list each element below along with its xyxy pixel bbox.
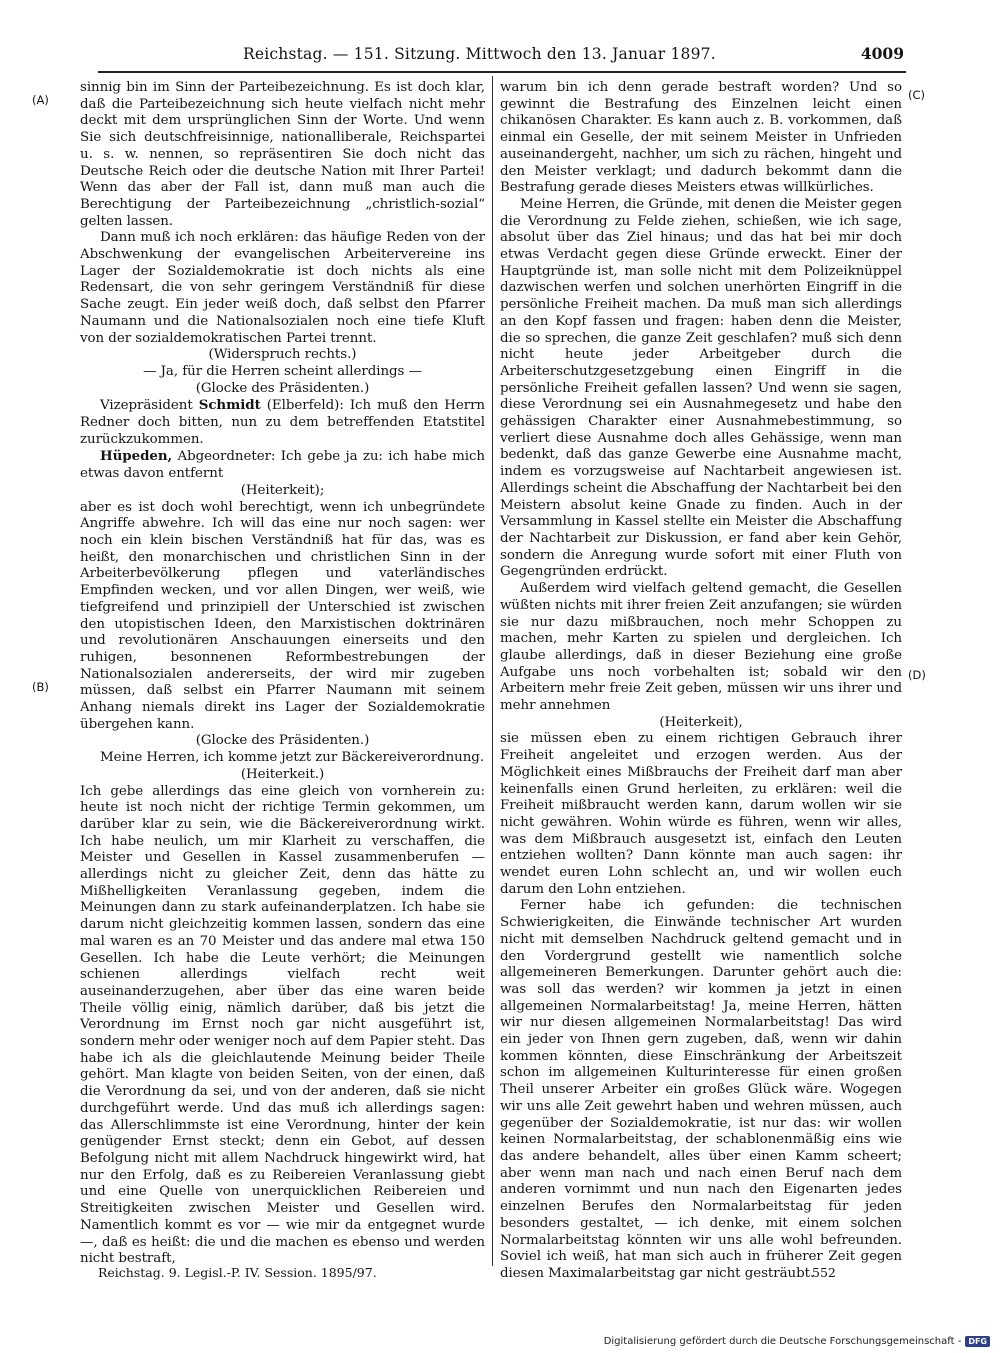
digitization-text: Digitalisierung gefördert durch die Deutsche Forschungsgemeinschaft - [603,1336,962,1347]
paragraph: sie müssen eben zu einem richtigen Gebrauch ihrer Freiheit angeleitet und erzogen werden. Aus der Möglichkeit eines Mißbrauchs der Freiheit darf man aber keinenfalls einen Grund herleiten, zu erklären: weil die Freiheit mißbraucht werden kann, darum wollen wir sie nicht gewähren. Wohin würde es führen, wenn wir alles, was dem Mißbrauch ausgesetzt ist, einfach den Leuten entziehen wollten? Dann könnte man auch sagen: ihr wendet euren Lohn schlecht an, und wir wollen euch darum den Lohn entziehen. [500,731,902,897]
left-column [80,80,485,1268]
paragraph: Dann muß ich noch erklären: das häufige Reden von der Abschwenkung der evangelischen Arbeitervereine ins Lager der Sozialdemokratie ist doch nichts als eine Redensart, die von sehr geringem Verständniß für diese Sache zeugt. Ein jeder weiß doch, daß selbst den Pfarrer Naumann und die Nationalsozialen noch eine tiefe Kluft von der sozialdemokratischen Partei trennt. [80,230,485,346]
speaker-role: Vizepräsident [100,398,193,414]
page-number: 4009 [860,44,904,63]
paragraph: sinnig bin im Sinn der Parteibezeichnung. Es ist doch klar, daß die Parteibezeichnung sich heute vielfach nicht mehr deckt mit dem ursprünglichen Sinn der Worte. Und wenn Sie sich deutschfreisinnige, nationalliberale, Reichspartei u. s. w. nennen, so repräsentiren Sie doch nicht das Deutsche Reich oder die deutsche Nation mit Ihrer Partei! Wenn das aber der Fall ist, dann muß man auch die Berechtigung der Parteibezeichnung „christlich-sozial“ gelten lassen. [80,80,485,229]
paragraph: Außerdem wird vielfach geltend gemacht, die Gesellen wüßten nichts mit ihrer freien Zeit anzufangen; sie würden sie nur dazu mißbrauchen, noch mehr Schoppen zu machen, mehr Karten zu spielen und dergleichen. Ich glaube allerdings, daß in dieser Beziehung eine große Aufgabe uns noch vorbehalten ist; sobald wir den Arbeitern mehr freie Zeit geben, müssen wir uns ihrer und mehr annehmen [500,581,902,714]
paragraph: Meine Herren, ich komme jetzt zur Bäckereiverordnung. [100,750,485,766]
speaker-paragraph [80,448,485,482]
column-divider [492,76,493,1266]
dfg-logo-icon: DFG [965,1336,990,1347]
footer-session: Reichstag. 9. Legisl.-P. IV. Session. 1895/97. [98,1265,377,1280]
digitization-note [604,1336,990,1347]
paragraph: aber es ist doch wohl berechtigt, wenn ich unbegründete Angriffe abwehre. Ich will das eine nur noch sagen: wer noch ein klein bischen Verständniß hat für das, was es heißt, den monarchischen und christlichen Sinn in der Arbeiterbevölkerung pflegen und vaterländisches Empfinden wecken, und vor allen Dingen, wer weiß, wie tiefgreifend und prinzipiell der Unterschied ist zwischen den utopistischen Ideen, den Marxistischen doktrinären und revolutionären Anschauungen einerseits und den ruhigen, besonnenen Reformbestrebungen der Nationalsozialen andererseits, der wird mir zugeben müssen, daß selbst ein Pfarrer Naumann mit seinem Anhang niemals direkt ins Lager der Sozialdemokratie übergehen kann. [80,499,485,732]
margin-marker-d: (D) [908,668,926,682]
interjection: (Heiterkeit); [240,482,325,498]
paragraph-text: (Elberfeld): Ich muß den Herrn Redner doch bitten, nun zu dem betreffenden Etatstitel zurückzukommen. [80,398,485,447]
speaker-name: Hüpeden, [100,448,173,465]
margin-marker-b: (B) [32,680,49,694]
footer-sheet-number: 552 [812,1265,836,1280]
header-rule [98,71,906,73]
right-column [500,80,902,1283]
interjection: (Glocke des Präsidenten.) [195,733,370,749]
paragraph-text: Abgeordneter: Ich gebe ja zu: ich habe mich etwas davon entfernt [80,449,485,482]
paragraph: Ferner habe ich gefunden: die technischen Schwierigkeiten, die Einwände technischer Art wurden nicht mit demselben Nachdruck geltend gemacht und in den Vordergrund gestellt wie namentlich solche allgemeineren Bemerkungen. Darunter gehört auch die: was soll das werden? wir kommen ja jetzt in einen allgemeinen Normalarbeitstag! Ja, meine Herren, hätten wir nur diesen allgemeinen Normalarbeitstag! Das wird ein jeder von Ihnen gern zugeben, daß, wenn wir dahin kommen könnten, diese Einschränkung der Arbeitszeit schon im allgemeinen Kulturinteresse für einen großen Theil unserer Arbeiter ein großes Glück wäre. Wogegen wir uns alle Zeit gewehrt haben und wehren müssen, auch gegenüber der Sozialdemokratie, ist nur das: wir wollen keinen Normalarbeitstag, der schablonenmäßig eins wie das andere behandelt, alles über einen Kamm scheert; aber wenn man nach und nach einen Beruf nach dem anderen vornimmt und nun nach den Eigenarten jedes einzelnen Berufes den Normalarbeitstag für jeden besonders gestaltet, — ich denke, mit einem solchen Normalarbeitstag könnten wir uns alle wohl befreunden. Soviel ich weiß, hat man sich auch in früherer Zeit gegen diesen Maximalarbeitstag gar nicht gesträubt. [500,898,902,1281]
paragraph: warum bin ich denn gerade bestraft worden? Und so gewinnt die Bestrafung des Einzelnen leicht einen chikanösen Charakter. Es kann auch z. B. vorkommen, daß einmal ein Geselle, der mit seinem Meister in Unfrieden auseinandergeht, nachher, um sich zu rächen, hingeht und den Meister verklagt; und dadurch bekommt dann die Bestrafung gerade dieses Meisters etwas willkürliches. [500,80,902,196]
paragraph: Ich gebe allerdings das eine gleich von vornherein zu: heute ist noch nicht der richtige Termin gekommen, um darüber klar zu sein, wie die Bäckereiverordnung wirkt. Ich habe neulich, um mir Klarheit zu verschaffen, die Meister und Gesellen in Kassel zusammenberufen — allerdings nicht zu gleicher Zeit, denn das hätte zu Mißhelligkeiten Veranlassung gegeben, indem die Meinungen dann zu stark aufeinanderplatzen. Ich habe sie darum nicht gleichzeitig kommen lassen, sondern das eine mal waren es an 70 Meister und das andere mal etwa 150 Gesellen. Ich habe die Leute verhört; die Meinungen schienen allerdings vielfach recht weit auseinanderzugehen, aber über das eine waren beide Theile völlig einig, nämlich darüber, daß bis jetzt die Verordnung im Ernst noch gar nicht ausgeführt ist, sondern mehr oder weniger noch auf dem Papier steht. Das habe ich als die gleichlautende Meinung beider Theile gehört. Man klagte von beiden Seiten, von der einen, daß die Verordnung da sei, und von der anderen, daß sie nicht durchgeführt werde. Und das muß ich allerdings sagen: das Allerschlimmste ist eine Verordnung, hinter der kein genügender Ernst steckt; denn ein Gebot, auf dessen Befolgung nicht mit allem Nachdruck hingewirkt wird, hat nur den Erfolg, daß es zu Reibereien Veranlassung giebt und eine Quelle von unerquicklichen Reibereien und Streitigkeiten zwischen Meister und Gesellen wird. Namentlich kommt es vor — wie mir da entgegnet wurde —, daß es heißt: die und die machen es ebenso und werden nicht bestraft, [80,783,485,1267]
margin-marker-c: (C) [908,88,926,102]
paragraph: Meine Herren, die Gründe, mit denen die Meister gegen die Verordnung zu Felde ziehen, schießen, wie ich sage, absolut über das Ziel hinaus; und das hat bei mir doch etwas Verdacht gegen diese Gründe erweckt. Einer der Hauptgründe ist, man solle nicht mit dem Polizeiknüppel dazwischen werfen und solchen unerhörten Eingriff in die persönliche Freiheit machen. Da muß man sich allerdings an den Kopf fassen und fragen: haben denn die Meister, die so sprechen, die ganze Zeit geschlafen? muß sich denn nicht heute jeder Arbeitgeber durch die Arbeiterschutzgesetzgebung einen Eingriff in die persönliche Freiheit gefallen lassen? Und wenn sie sagen, diese Verordnung sei ein Ausnahmegesetz und habe den gehässigen Charakter einer Ausnahmebestimmung, so verliert diese Ausnahme doch alles Gehässige, wenn man bedenkt, daß das ganze Gewerbe eine Ausnahme macht, indem es vorzugsweise auf Nachtarbeit angewiesen ist. Allerdings scheint die Abschaffung der Nachtarbeit bei den Meistern absolut keine Gnade zu finden. Auch in der Versammlung in Kassel stellte ein Meister die Abschaffung der Nachtarbeit zur Diskussion, er fand aber kein Gehör, sondern die Anregung wurde sofort mit einer Fluth von Gegengründen erdrückt. [500,196,902,580]
paragraph: — Ja, für die Herren scheint allerdings — [143,363,422,379]
interjection: (Heiterkeit), [659,714,743,730]
interjection: (Widerspruch rechts.) [208,347,357,363]
interjection: (Heiterkeit.) [240,766,325,782]
page-header [98,44,904,70]
speaker-paragraph [80,397,485,448]
interjection: (Glocke des Präsidenten.) [195,380,370,396]
margin-marker-a: (A) [32,93,49,107]
speaker-name: Schmidt [198,397,261,414]
page-title: Reichstag. — 151. Sitzung. Mittwoch den 13. Januar 1897. [242,45,716,63]
